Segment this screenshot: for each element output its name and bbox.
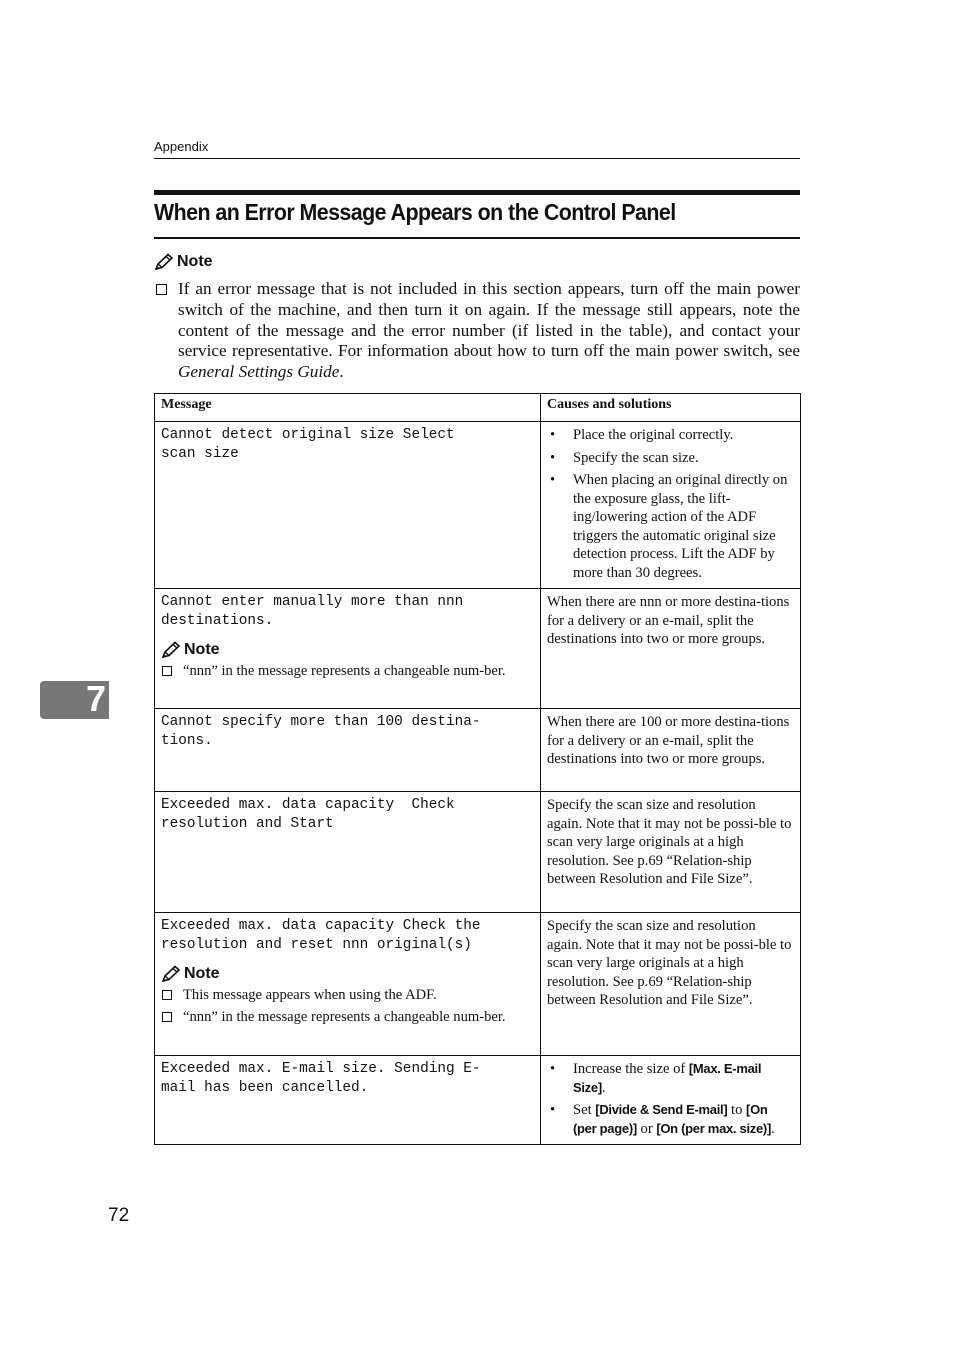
note-body xyxy=(154,279,800,383)
checkbox-bullet-icon xyxy=(162,1012,172,1022)
title-bottom-rule xyxy=(154,237,800,239)
chapter-number: 7 xyxy=(85,678,107,719)
table-row xyxy=(155,792,801,913)
message-cell xyxy=(155,792,541,913)
pencil-icon xyxy=(161,641,181,659)
checkbox-bullet-icon xyxy=(156,284,167,295)
error-message-table xyxy=(154,393,801,1145)
list-item: • Specify the scan size. xyxy=(550,449,699,466)
note-item: “nnn” in the message represents a changeable num-ber. xyxy=(161,662,534,681)
message-cell xyxy=(155,422,541,589)
setting-key-label: [Divide & Send E-mail] xyxy=(595,1102,728,1117)
error-message: Exceeded max. data capacity Check resolution and Start xyxy=(161,797,455,832)
setting-key-label: [On (per max. size)] xyxy=(656,1120,771,1136)
message-cell xyxy=(155,913,541,1056)
table-row xyxy=(155,913,801,1056)
table-row xyxy=(155,709,801,792)
causes-cell: Specify the scan size and resolution again. Note that it may not be possi-ble to scan very large originals at a high resolution. See p.69 “Relation-ship between Resolution and File Size”. xyxy=(541,913,801,1056)
message-cell xyxy=(155,589,541,709)
error-message: Cannot enter manually more than nnn destinations. xyxy=(161,594,464,629)
list-item: • When placing an original directly on the exposure glass, the lift-ing/lowering action of the ADF triggers the automatic original size detection process. Lift the ADF by more than 30 degrees. xyxy=(550,472,788,581)
causes-cell xyxy=(541,1056,801,1145)
setting-key-label: [On (per page)] xyxy=(573,1102,768,1136)
pencil-icon xyxy=(154,253,174,271)
causes-cell: When there are 100 or more destina-tions for a delivery or an e-mail, split the destinations into two or more groups. xyxy=(541,709,801,792)
section-title: When an Error Message Appears on the Control Panel xyxy=(154,199,676,225)
list-item: • Set [Divide & Send E-mail] to [On (per page)] or [On (per max. size)]. xyxy=(550,1102,775,1137)
column-header-message: Message xyxy=(155,394,541,422)
error-message: Cannot specify more than 100 destina- tions. xyxy=(161,714,481,749)
error-message: Exceeded max. data capacity Check the resolution and reset nnn original(s) xyxy=(161,918,481,953)
error-message: Cannot detect original size Select scan size xyxy=(161,427,455,462)
title-top-rule xyxy=(154,190,800,195)
page-number: 72 xyxy=(108,1205,130,1226)
list-item: • Place the original correctly. xyxy=(550,427,734,443)
note-item: If an error message that is not included in this section appears, turn off the main power switch of the machine, and then turn it on again. If the message still appears, note the content of the message and the error number (if listed in the table), and contact your service representative. For information about how to turn off the main power switch, see General Settings Guide. xyxy=(154,279,800,383)
checkbox-bullet-icon xyxy=(162,990,172,1000)
list-item: • Increase the size of [Max. E-mail Size]. xyxy=(550,1061,762,1096)
causes-cell: Specify the scan size and resolution again. Note that it may not be possi-ble to scan very large originals at a high resolution. See p.69 “Relation-ship between Resolution and File Size”. xyxy=(541,792,801,913)
note-heading xyxy=(154,253,213,271)
causes-cell: When there are nnn or more destina-tions for a delivery or an e-mail, split the destinations into two or more groups. xyxy=(541,589,801,709)
checkbox-bullet-icon xyxy=(162,666,172,676)
note-heading: Note xyxy=(161,641,534,659)
note-heading: Note xyxy=(161,965,534,983)
causes-cell xyxy=(541,422,801,589)
column-header-causes: Causes and solutions xyxy=(541,394,801,422)
message-cell xyxy=(155,1056,541,1145)
note-item: This message appears when using the ADF. xyxy=(161,986,534,1005)
error-message: Exceeded max. E-mail size. Sending E- mail has been cancelled. xyxy=(161,1061,481,1096)
note-label: Note xyxy=(177,253,213,270)
table-row xyxy=(155,589,801,709)
note-reference: General Settings Guide xyxy=(178,362,340,382)
header-rule xyxy=(154,158,800,159)
pencil-icon xyxy=(161,965,181,983)
setting-key-label: [Max. E-mail Size] xyxy=(573,1061,762,1095)
table-row xyxy=(155,422,801,589)
table-header-row xyxy=(155,394,801,422)
note-item: “nnn” in the message represents a changeable num-ber. xyxy=(161,1008,534,1027)
note-text: If an error message that is not included in this section appears, turn off the main power switch of the machine, and then turn it on again. If the message still appears, note the content of the message and the error number (if listed in the table), and contact your service representative. For information about how to turn off the main power switch, see xyxy=(178,279,800,361)
running-head: Appendix xyxy=(154,139,209,154)
table-row xyxy=(155,1056,801,1145)
message-cell xyxy=(155,709,541,792)
